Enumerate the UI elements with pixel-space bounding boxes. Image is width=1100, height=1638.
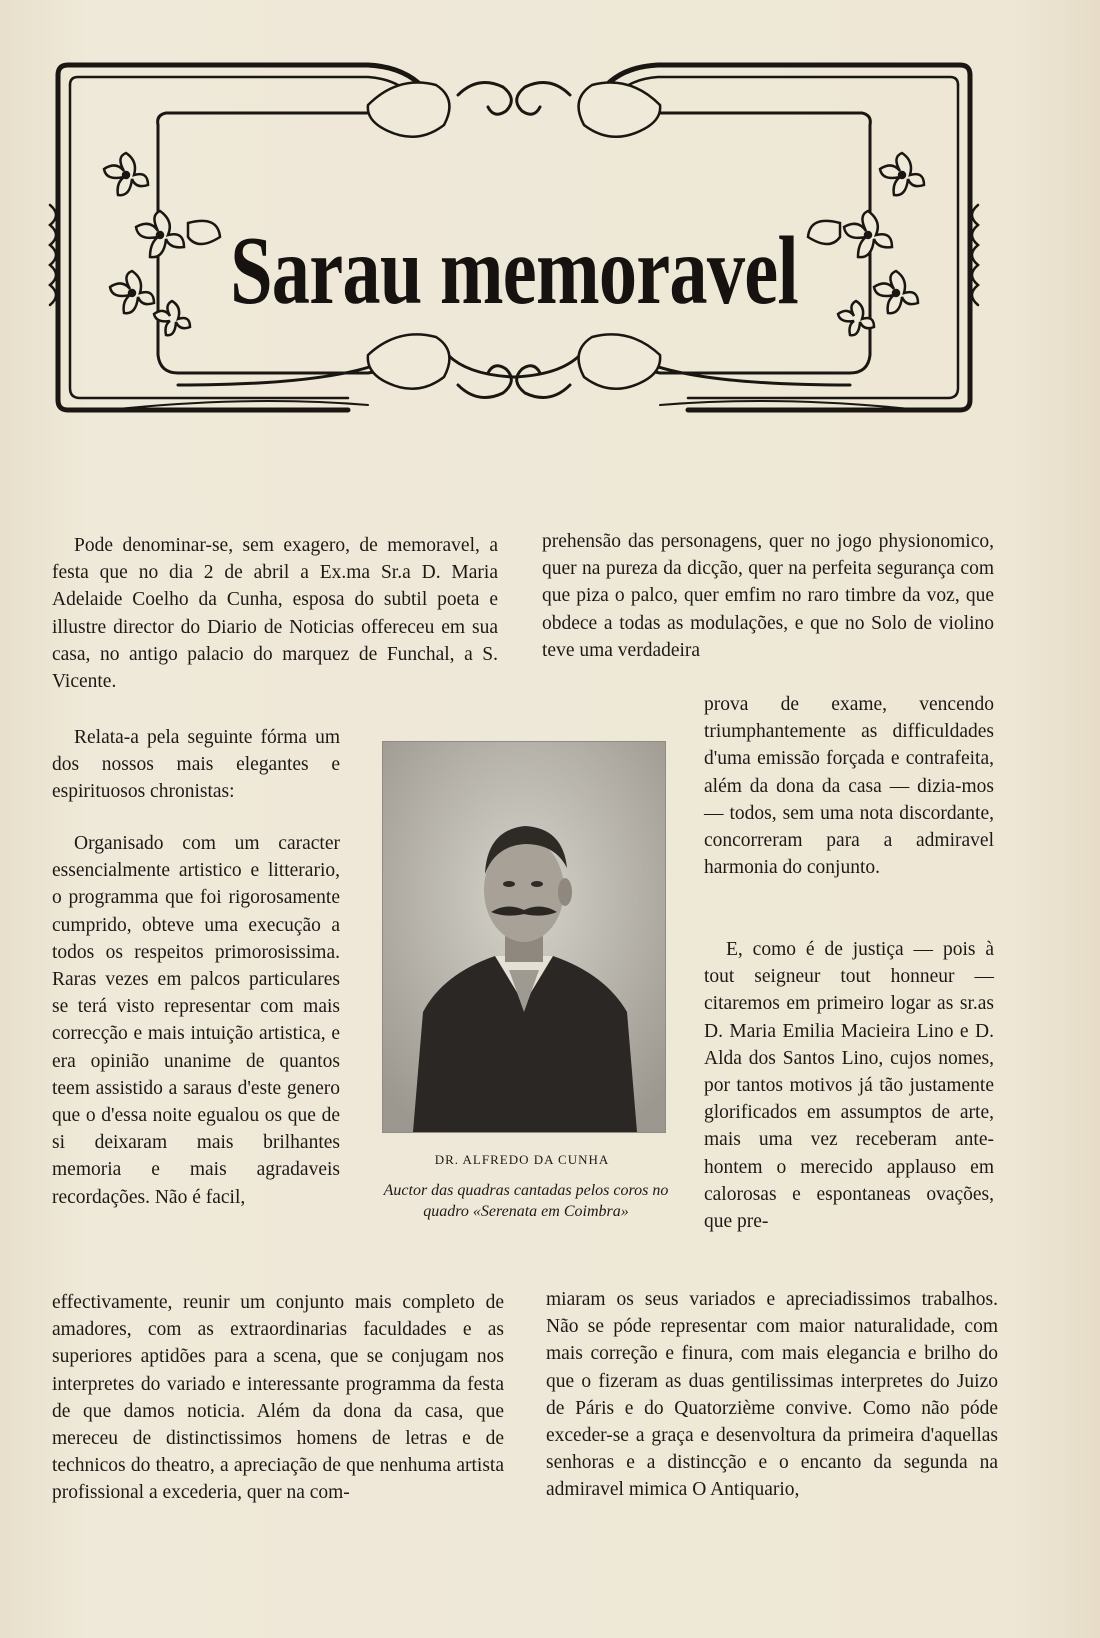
right-paragraph-3: E, como é de justiça — pois à tout seigneur tout honneur — citaremos em primeiro logar as sr.as D. Maria Emilia Macieira Lino e D. Alda dos Santos Lino, cujos nomes, por tantos motivos já tão justamente glorificados em assumptos de arte, mais uma vez receberam ante-hontem o merecido applauso em calorosas e espontaneas ovações, que pre-: [704, 939, 994, 1233]
right-paragraph-4: miaram os seus variados e apreciadissimos trabalhos. Não se póde representar com maior naturalidade, com mais correção e finura, com mais elegancia e brilho do que o fizeram as duas gentilissimas interpretes do Juizo de Páris e do Quatorzième convive. Como não póde exceder-se a graça e desenvoltura da primeira d'aquellas senhoras e a distincção e o encanto da segunda na admiravel mimica O Antiquario,: [546, 1289, 998, 1501]
right-paragraph-2: prova de exame, vencendo triumphantemente as difficuldades d'uma emissão forçada e contrafeita, além da dona da casa — dizia-mos — todos, sem uma nota discordante, concorreram para a admiravel harmonia do conjunto.: [704, 694, 994, 879]
portrait-icon: [383, 742, 665, 1132]
left-paragraph-4: effectivamente, reunir um conjunto mais completo de amadores, com as extraordinarias faculdades e as superiores aptidões para a scena, que se conjugam nos interpretes do variado e interessante programma da festa de que damos noticia. Além da dona da casa, que mereceu de distinctissimos homens de letras e de technicos do theatro, a apreciação de que nenhuma artista profissional a excederia, quer na com-: [52, 1292, 504, 1504]
article-title: Sarau memoravel: [230, 217, 798, 325]
right-paragraph-1: prehensão das personagens, quer no jogo physionomico, quer na pureza da dicção, quer na perfeita segurança com que piza o palco, quer emfim no raro timbre da voz, que obdece a todas as modulações, e que no Solo de violino teve uma verdadeira: [542, 531, 994, 661]
title-ornamental-frame: [48, 55, 980, 427]
left-paragraph-2: Relata-a pela seguinte fórma um dos nossos mais elegantes e espirituosos chronistas:: [52, 727, 340, 803]
portrait-caption: Auctor das quadras cantadas pelos coros no quadro «Serenata em Coimbra»: [383, 1182, 669, 1220]
left-paragraph-3: Organisado com um caracter essencialmente artistico e litterario, o programma que foi rigorosamente cumprido, obteve uma execução a todos os respeitos primorosissima. Raras vezes em palcos particulares se terá visto representar com mais correcção e mais intuição artistica, e era opinião unanime de quantos teem assistido a saraus d'este genero que o d'essa noite egualou os que de si deixaram mais brilhantes memoria e mais agradaveis recordações. Não é facil,: [52, 833, 340, 1208]
left-paragraph-1: Pode denominar-se, sem exagero, de memoravel, a festa que no dia 2 de abril a Ex.ma Sr.a D. Maria Adelaide Coelho da Cunha, esposa do subtil poeta e illustre director do Diario de Noticias offereceu em sua casa, no antigo palacio do marquez de Funchal, a S. Vicente.: [52, 535, 498, 693]
portrait-photo: [382, 741, 666, 1133]
portrait-name: DR. ALFREDO DA CUNHA: [434, 1152, 610, 1167]
